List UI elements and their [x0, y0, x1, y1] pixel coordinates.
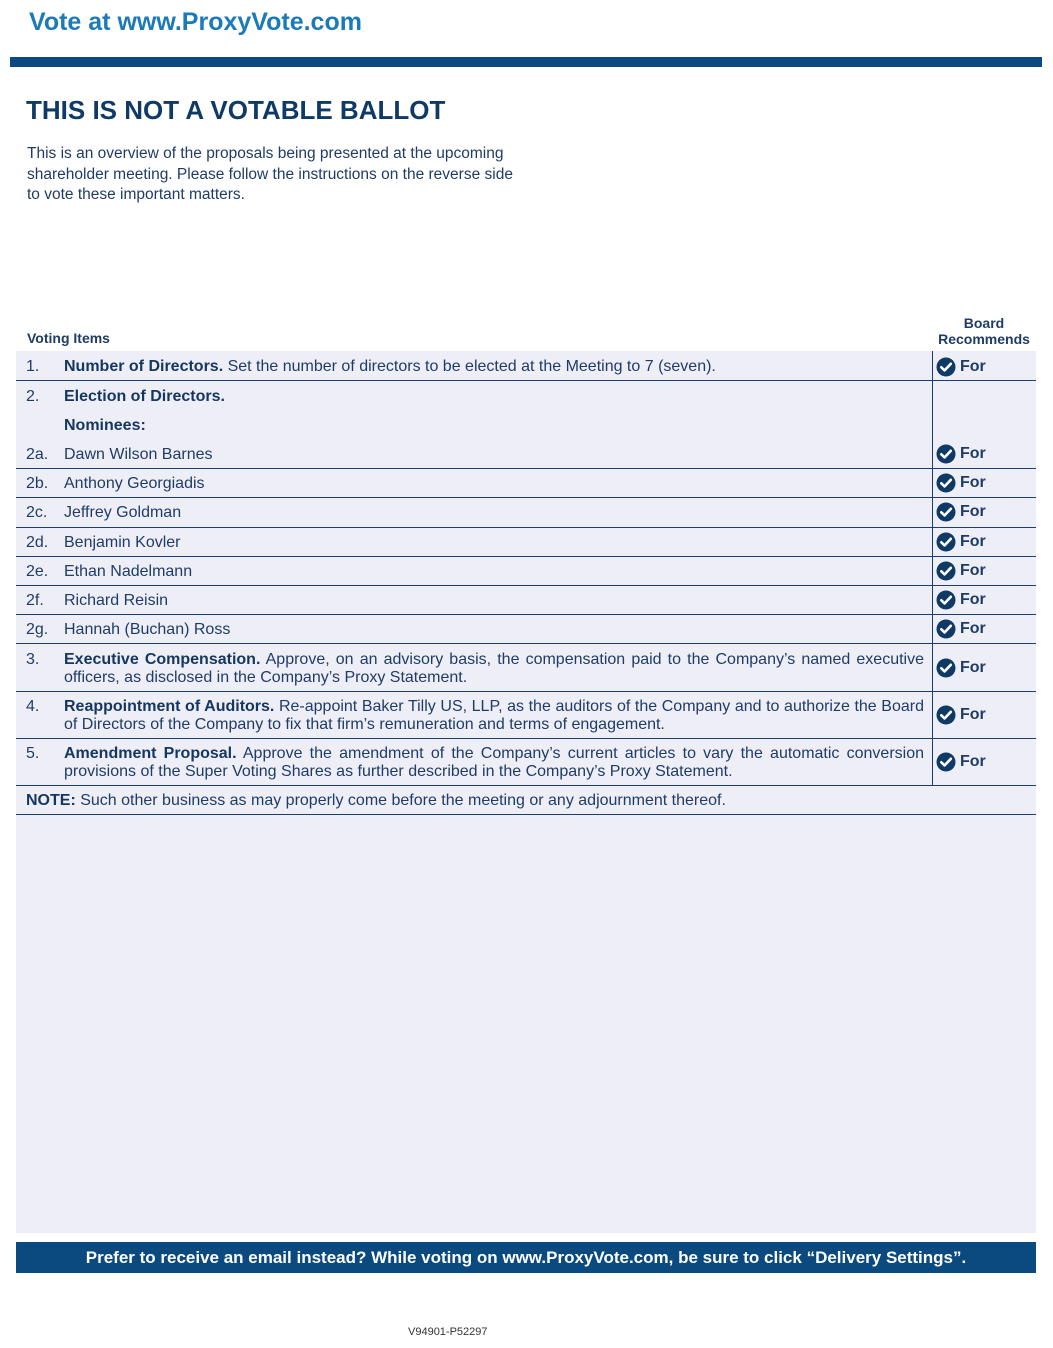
- item-number: 2f.: [26, 592, 44, 609]
- item-number: 5.: [26, 745, 40, 762]
- recommendation-label: For: [960, 503, 986, 520]
- nominee-row: [16, 469, 1036, 498]
- nominee-row: [16, 586, 1036, 615]
- voting-item-1: [16, 351, 1036, 381]
- item-title: Nominees:: [64, 417, 146, 434]
- recommendation-label: For: [960, 533, 986, 550]
- nominee-name: Richard Reisin: [64, 592, 169, 609]
- voting-item-3: [16, 644, 1036, 692]
- item-number: 2.: [26, 388, 40, 405]
- board-recommendation: [936, 444, 986, 464]
- board-recommendation: [936, 658, 986, 678]
- item-number: 2a.: [26, 446, 49, 463]
- check-circle-icon: [936, 473, 956, 493]
- intro-text: This is an overview of the proposals being presented at the upcoming shareholder meeting. Please follow the instructions on the reverse side to vote these important matters.: [27, 145, 513, 203]
- check-circle-icon: [936, 502, 956, 522]
- email-delivery-text: Prefer to receive an email instead? While voting on www.ProxyVote.com, be sure to click “Delivery Settings”.: [85, 1247, 967, 1267]
- check-circle-icon: [936, 444, 956, 464]
- recommendation-label: For: [960, 591, 986, 608]
- item-number: 2c.: [26, 504, 48, 521]
- check-circle-icon: [936, 658, 956, 678]
- recommendation-label: For: [960, 474, 986, 491]
- check-circle-icon: [936, 705, 956, 725]
- board-recommendation: [936, 561, 986, 581]
- item-number: 2e.: [26, 563, 49, 580]
- check-circle-icon: [936, 357, 956, 377]
- board-recommendation: [936, 532, 986, 552]
- email-delivery-banner: [16, 1242, 1036, 1273]
- board-recommendation: [936, 705, 986, 725]
- note-label: NOTE:: [26, 792, 76, 809]
- nominee-name: Dawn Wilson Barnes: [64, 446, 213, 463]
- item-description: [64, 698, 924, 734]
- check-circle-icon: [936, 619, 956, 639]
- item-text: Approve, on an advisory basis, the compensation paid to the Company’s named executive officers, as disclosed in the Company’s Proxy Statement.: [64, 651, 924, 686]
- voting-item-4: [16, 692, 1036, 739]
- nominees-label: [64, 417, 924, 435]
- nominee-name: Anthony Georgiadis: [64, 475, 205, 492]
- item-description: [64, 388, 924, 406]
- board-recommendation: [936, 590, 986, 610]
- board-recommendation: [936, 473, 986, 493]
- nominee-row: [16, 615, 1036, 644]
- recommendation-label: For: [960, 706, 986, 723]
- board-recommends-header: [932, 315, 1036, 347]
- note-row: [16, 786, 1036, 815]
- note-text: [26, 792, 1016, 810]
- board-recommendation: [936, 619, 986, 639]
- item-title: Amendment Proposal.: [64, 745, 237, 762]
- nominee-name: Ethan Nadelmann: [64, 563, 193, 580]
- header-rule: [10, 57, 1042, 67]
- document-code: V94901-P52297: [408, 1326, 488, 1338]
- board-recommendation: [936, 752, 986, 772]
- item-text: Re-appoint Baker Tilly US, LLP, as the auditors of the Company and to authorize the Board of Directors of the Company to fix that firm’s remuneration and terms of engagement.: [64, 698, 925, 733]
- board-recommendation: [936, 502, 986, 522]
- recommendation-label: For: [960, 620, 986, 637]
- item-title: Reappointment of Auditors.: [64, 698, 275, 715]
- voting-item-5: [16, 739, 1036, 786]
- nominee-row: [16, 498, 1036, 528]
- voting-items-header: Voting Items: [27, 330, 110, 346]
- check-circle-icon: [936, 532, 956, 552]
- board-header-line1: Board: [963, 315, 1005, 331]
- voting-item-2: [16, 381, 1036, 410]
- recommendation-label: For: [960, 445, 986, 462]
- item-number: 1.: [26, 358, 40, 375]
- item-number: 4.: [26, 698, 40, 715]
- nominee-name: Jeffrey Goldman: [64, 504, 182, 521]
- recommendation-label: For: [960, 659, 986, 676]
- recommendation-label: For: [960, 753, 986, 770]
- item-description: [64, 358, 924, 376]
- page-title: THIS IS NOT A VOTABLE BALLOT: [26, 95, 446, 125]
- item-description: [64, 745, 924, 781]
- item-text: Set the number of directors to be elected at the Meeting to 7 (seven).: [223, 358, 716, 375]
- board-header-line2: Recommends: [938, 331, 1030, 347]
- nominee-name: Benjamin Kovler: [64, 534, 181, 551]
- check-circle-icon: [936, 590, 956, 610]
- item-title: Number of Directors.: [64, 358, 224, 375]
- board-recommendation: [936, 357, 986, 377]
- proxyvote-link[interactable]: Vote at www.ProxyVote.com: [29, 8, 362, 36]
- check-circle-icon: [936, 561, 956, 581]
- recommendation-label: For: [960, 562, 986, 579]
- item-number: 2g.: [26, 621, 49, 638]
- item-text: Approve the amendment of the Company’s current articles to vary the automatic conversion provisions of the Super Voting Shares as further described in the Company’s Proxy Statement.: [64, 745, 924, 780]
- item-number: 2b.: [26, 475, 49, 492]
- item-number: 3.: [26, 651, 40, 668]
- item-title: Election of Directors.: [64, 388, 225, 405]
- nominees-label-row: [16, 410, 1036, 439]
- item-number: 2d.: [26, 534, 49, 551]
- nominee-row: [16, 439, 1036, 469]
- note-body: Such other business as may properly come before the meeting or any adjournment thereof.: [75, 792, 726, 809]
- check-circle-icon: [936, 752, 956, 772]
- item-title: Executive Compensation.: [64, 651, 261, 668]
- recommendation-label: For: [960, 358, 986, 375]
- nominee-name: Hannah (Buchan) Ross: [64, 621, 231, 638]
- nominee-row: [16, 528, 1036, 557]
- item-description: [64, 651, 924, 687]
- nominee-row: [16, 557, 1036, 586]
